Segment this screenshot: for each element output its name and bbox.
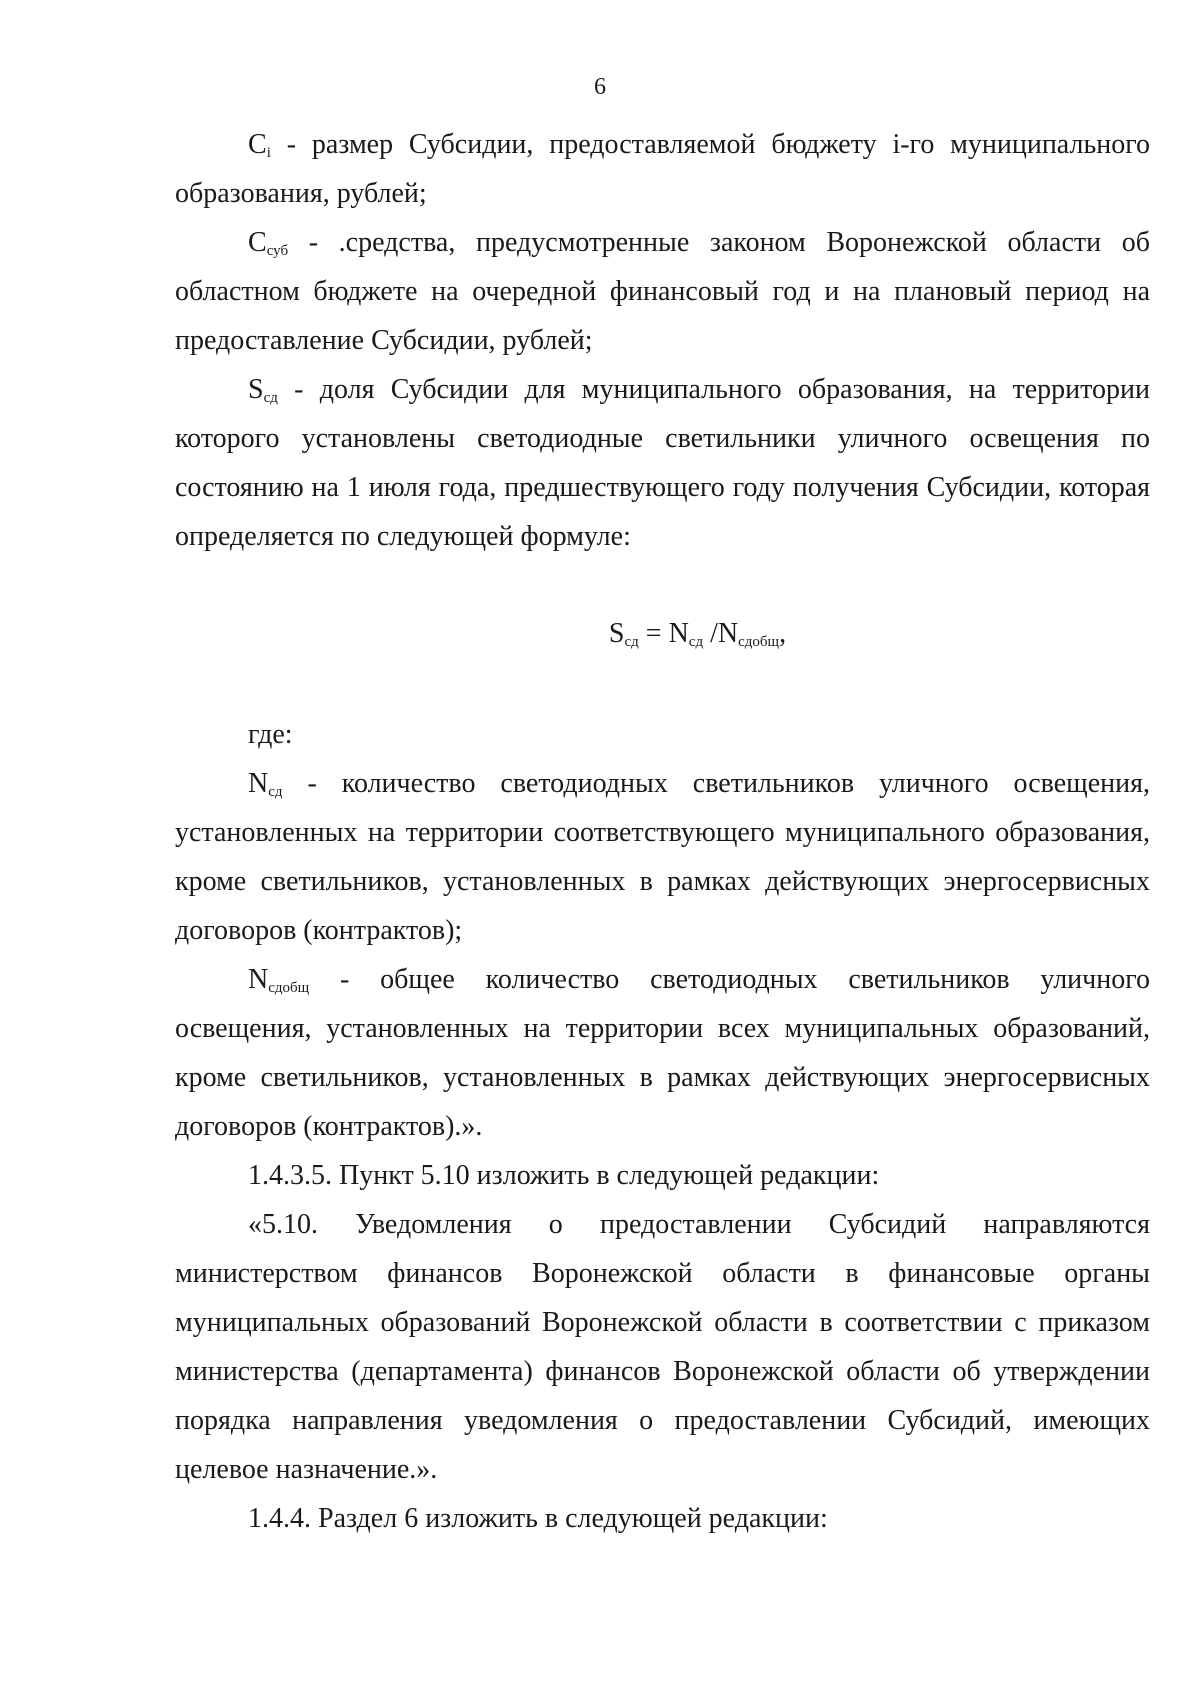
- paragraph-csub-definition: [175, 218, 1150, 365]
- paragraph-ssd-definition: [175, 365, 1150, 561]
- where-label: где:: [248, 719, 293, 750]
- nsd-definition-text: - количество светодиодных светильников уличного освещения, установленных на территории соответствующего муниципального образования, кроме светильников, установленных в рамках действующих энергосервисных договоров (контрактов);: [175, 768, 1150, 946]
- paragraph-item-1-4-3-5: 1.4.3.5. Пункт 5.10 изложить в следующей редакции:: [248, 1160, 880, 1191]
- paragraph-item-5-10: «5.10. Уведомления о предоставлении Субсидий направляются министерством финансов Воронежской области в финансовые органы муниципальных образований Воронежской области в соответствии с приказом министерства (департамента) финансов Воронежской области об утверждении порядка направления уведомления о предоставлении Субсидий, имеющих целевое назначение.».: [175, 1209, 1150, 1485]
- symbol-csub: $C_{суб}$: [248, 227, 289, 259]
- document-body: [175, 120, 1150, 1543]
- ssd-definition-text: - доля Субсидии для муниципального образования, на территории которого установлены светодиодные светильники уличного освещения по состоянию на 1 июля года, предшествующего году получения Субсидии, которая определяется по следующей формуле:: [175, 374, 1150, 552]
- nsdobsh-definition-text: - общее количество светодиодных светильников уличного освещения, установленных на территории всех муниципальных образований, кроме светильников, установленных в рамках действующих энергосервисных договоров (контрактов).».: [175, 964, 1150, 1142]
- page-number: 6: [594, 74, 606, 100]
- symbol-ssd: $S_{сд}$: [248, 374, 278, 406]
- symbol-nsd: $N_{сд}$: [248, 768, 283, 800]
- csub-definition-text: - .средства, предусмотренные законом Воронежской области об областном бюджете на очередной финансовый год и на плановый период на предоставление Субсидии, рублей;: [175, 227, 1150, 356]
- symbol-ci: $C_i$: [248, 129, 271, 161]
- paragraph-nsdobsh-definition: [175, 955, 1150, 1151]
- paragraph-item-1-4-4: 1.4.4. Раздел 6 изложить в следующей редакции:: [248, 1503, 828, 1534]
- paragraph-ci-definition: [175, 120, 1150, 218]
- ci-definition-text: - размер Субсидии, предоставляемой бюджету i-го муниципального образования, рублей;: [175, 129, 1150, 209]
- symbol-nsdobsh: $N_{сдобщ}$: [248, 964, 310, 996]
- formula-ssd: $S_{сд} = N_{сд}$ $/N_{сдобщ}$,: [608, 618, 787, 650]
- paragraph-nsd-definition: [175, 759, 1150, 955]
